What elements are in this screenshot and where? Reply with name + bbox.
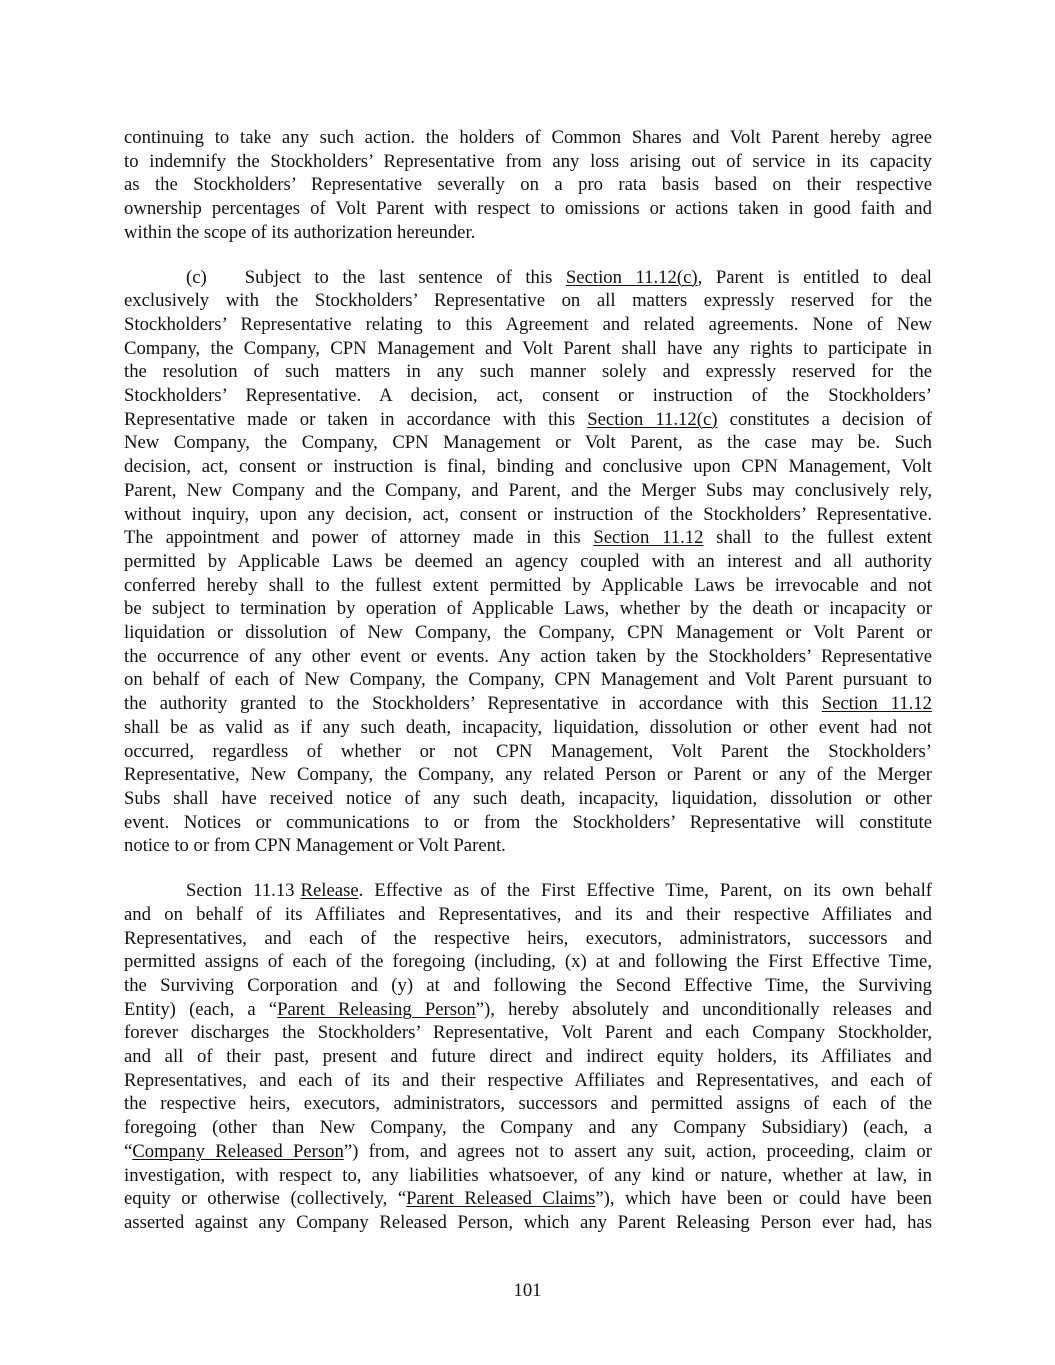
text-line: on behalf of each of New Company, the Company, CPN Management and Volt Parent pursuant to	[124, 669, 932, 691]
text-line: decision, act, consent or instruction is final, binding and conclusive upon CPN Management, Volt	[124, 456, 932, 478]
text-line: continuing to take any such action. the holders of Common Shares and Volt Parent hereby agree	[124, 127, 932, 148]
text-line: foregoing (other than New Company, the Company and any Company Subsidiary) (each, a	[124, 1117, 932, 1139]
text-line: Section 11.13 Release. Effective as of the First Effective Time, Parent, on its own behalf	[186, 880, 932, 902]
text-line: Representatives, and each of the respective heirs, executors, administrators, successors and	[124, 927, 932, 949]
text-line: Representative, New Company, the Company, any related Person or Parent or any of the Merger	[124, 764, 932, 786]
text-line: Stockholders’ Representative. A decision, act, consent or instruction of the Stockholders’	[124, 385, 932, 407]
text-line: permitted by Applicable Laws be deemed an agency coupled with an interest and all authority	[124, 550, 932, 572]
text-line: notice to or from CPN Management or Volt Parent.	[124, 835, 506, 857]
text-line: exclusively with the Stockholders’ Representative on all matters expressly reserved for the	[124, 290, 932, 312]
text-line: (c) Subject to the last sentence of this Section 11.12(c), Parent is entitled to deal	[186, 266, 932, 288]
text-line: permitted assigns of each of the foregoing (including, (x) at and following the First Effective Time,	[124, 951, 932, 973]
text-line: investigation, with respect to, any liabilities whatsoever, of any kind or nature, whether at law, in	[124, 1164, 932, 1186]
section-reference-link[interactable]: Section 11.12(c)	[565, 266, 698, 288]
text-line: forever discharges the Stockholders’ Representative, Volt Parent and each Company Stockholder,	[124, 1022, 932, 1044]
section-heading: Release	[300, 880, 359, 902]
section-number: Section 11.13	[186, 880, 295, 902]
section-reference-link[interactable]: Section 11.12(c)	[587, 408, 718, 430]
paragraph-c	[124, 266, 932, 859]
clause-label: (c)	[186, 266, 207, 288]
text-line: Company, the Company, CPN Management and Volt Parent shall have any rights to participate in	[124, 337, 932, 359]
text-line: Representatives, and each of its and their respective Affiliates and Representatives, and each of	[124, 1069, 932, 1091]
text-line: Parent, New Company and the Company, and Parent, and the Merger Subs may conclusively rely,	[124, 479, 932, 501]
text-line: and all of their past, present and future direct and indirect equity holders, its Affiliates and	[124, 1046, 932, 1068]
text-line: New Company, the Company, CPN Management or Volt Parent, as the case may be. Such	[124, 432, 932, 454]
text-line: within the scope of its authorization hereunder.	[124, 221, 476, 243]
section-reference-link[interactable]: Section 11.12	[821, 693, 932, 715]
text-line: liquidation or dissolution of New Company, the Company, CPN Management or Volt Parent or	[124, 622, 932, 644]
text-line: to indemnify the Stockholders’ Representative from any loss arising out of service in its capacity	[124, 150, 932, 172]
text-line: Subs shall have received notice of any such death, incapacity, liquidation, dissolution or other	[124, 787, 932, 809]
defined-term: Company Released Person	[132, 1140, 344, 1162]
text-line: shall be as valid as if any such death, incapacity, liquidation, dissolution or other event had not	[124, 716, 932, 738]
text-line: asserted against any Company Released Person, which any Parent Releasing Person ever had, has	[124, 1211, 932, 1233]
text-line: be subject to termination by operation of Applicable Laws, whether by the death or incapacity or	[124, 598, 932, 620]
page-number: 101	[513, 1280, 542, 1301]
text-line: occurred, regardless of whether or not CPN Management, Volt Parent the Stockholders’	[124, 740, 932, 762]
text-line: the occurrence of any other event or events. Any action taken by the Stockholders’ Representative	[124, 645, 932, 667]
text-line: ownership percentages of Volt Parent with respect to omissions or actions taken in good faith and	[124, 198, 932, 220]
text-line: Stockholders’ Representative relating to this Agreement and related agreements. None of New	[124, 313, 932, 335]
text-line: the Surviving Corporation and (y) at and following the Second Effective Time, the Surviving	[124, 974, 932, 996]
text-line: and on behalf of its Affiliates and Representatives, and its and their respective Affiliates and	[124, 903, 932, 925]
defined-term: Parent Releasing Person	[277, 998, 476, 1020]
text-line: as the Stockholders’ Representative severally on a pro rata basis based on their respective	[124, 174, 932, 196]
text-line: The appointment and power of attorney made in this Section 11.12 shall to the fullest extent	[124, 527, 932, 549]
text-line: the authority granted to the Stockholders’ Representative in accordance with this Section 11.12	[124, 693, 932, 715]
text-line: without inquiry, upon any decision, act, consent or instruction of the Stockholders’ Representative.	[124, 503, 932, 525]
document-page	[124, 126, 932, 1235]
text-line: conferred hereby shall to the fullest extent permitted by Applicable Laws be irrevocable and not	[124, 574, 932, 596]
paragraph-indemnification	[124, 126, 932, 245]
text-line: event. Notices or communications to or from the Stockholders’ Representative will constitute	[124, 811, 932, 833]
defined-term: Parent Released Claims	[406, 1188, 596, 1210]
section-11-13-release	[124, 879, 932, 1235]
section-reference-link[interactable]: Section 11.12	[593, 527, 704, 549]
text-line: the respective heirs, executors, administrators, successors and permitted assigns of each of the	[124, 1093, 932, 1115]
text-line: the resolution of such matters in any such manner solely and expressly reserved for the	[124, 361, 932, 383]
text-line: “Company Released Person”) from, and agrees not to assert any suit, action, proceeding, claim or	[124, 1140, 932, 1162]
text-line: Entity) (each, a “Parent Releasing Person”), hereby absolutely and unconditionally releases and	[124, 998, 932, 1020]
text-line: Representative made or taken in accordance with this Section 11.12(c) constitutes a decision of	[124, 408, 932, 430]
text-line: equity or otherwise (collectively, “Parent Released Claims”), which have been or could have been	[124, 1188, 932, 1210]
